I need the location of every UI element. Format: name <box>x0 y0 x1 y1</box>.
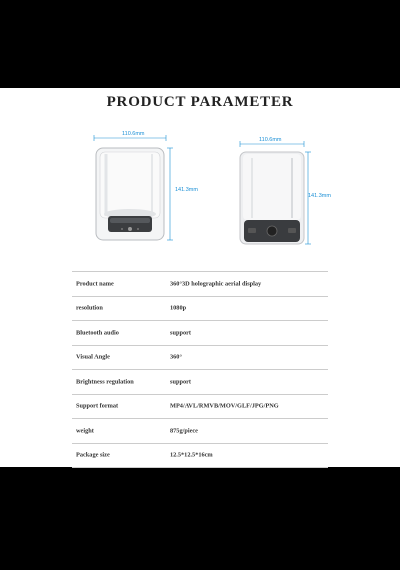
spec-value: support <box>170 378 191 386</box>
spec-value: 12.5*12.5*16cm <box>170 451 213 459</box>
spec-value: MP4/AVL/RMVB/MOV/GLF/JPG/PNG <box>170 402 279 410</box>
spec-label: Brightness regulation <box>76 378 134 386</box>
hologram-device-right-image <box>232 132 342 252</box>
spec-value: support <box>170 329 191 337</box>
spec-row-visual-angle <box>72 345 328 370</box>
spec-label: Bluetooth audio <box>76 329 119 337</box>
spec-label: weight <box>76 427 94 435</box>
spec-row-bluetooth-audio <box>72 320 328 345</box>
right-height-dimension-label: 141.3mm <box>308 193 331 199</box>
spec-label: Support format <box>76 402 119 410</box>
spec-label: Product name <box>76 280 114 288</box>
spec-value: 875g/piece <box>170 427 198 435</box>
spec-label: Visual Angle <box>76 353 110 361</box>
page-title: PRODUCT PARAMETER <box>106 94 294 110</box>
spec-label: resolution <box>76 304 103 312</box>
right-width-dimension-label: 110.6mm <box>259 137 282 143</box>
spec-row-support-format <box>72 394 328 419</box>
product-sheet <box>0 88 400 467</box>
spec-row-package-size <box>72 443 328 469</box>
spec-row-brightness-regulation <box>72 369 328 394</box>
device-photo-right <box>232 132 342 252</box>
spec-label: Package size <box>76 451 110 459</box>
device-photo-left <box>88 132 198 252</box>
spec-row-product-name <box>72 271 328 296</box>
spec-table <box>72 271 328 468</box>
left-height-dimension-label: 141.3mm <box>175 187 198 193</box>
spec-value: 1080p <box>170 304 187 312</box>
spec-row-weight <box>72 418 328 443</box>
spec-value: 360°3D holographic aerial display <box>170 280 262 288</box>
spec-row-resolution <box>72 296 328 321</box>
spec-value: 360° <box>170 353 182 361</box>
left-width-dimension-label: 110.6mm <box>122 131 145 137</box>
